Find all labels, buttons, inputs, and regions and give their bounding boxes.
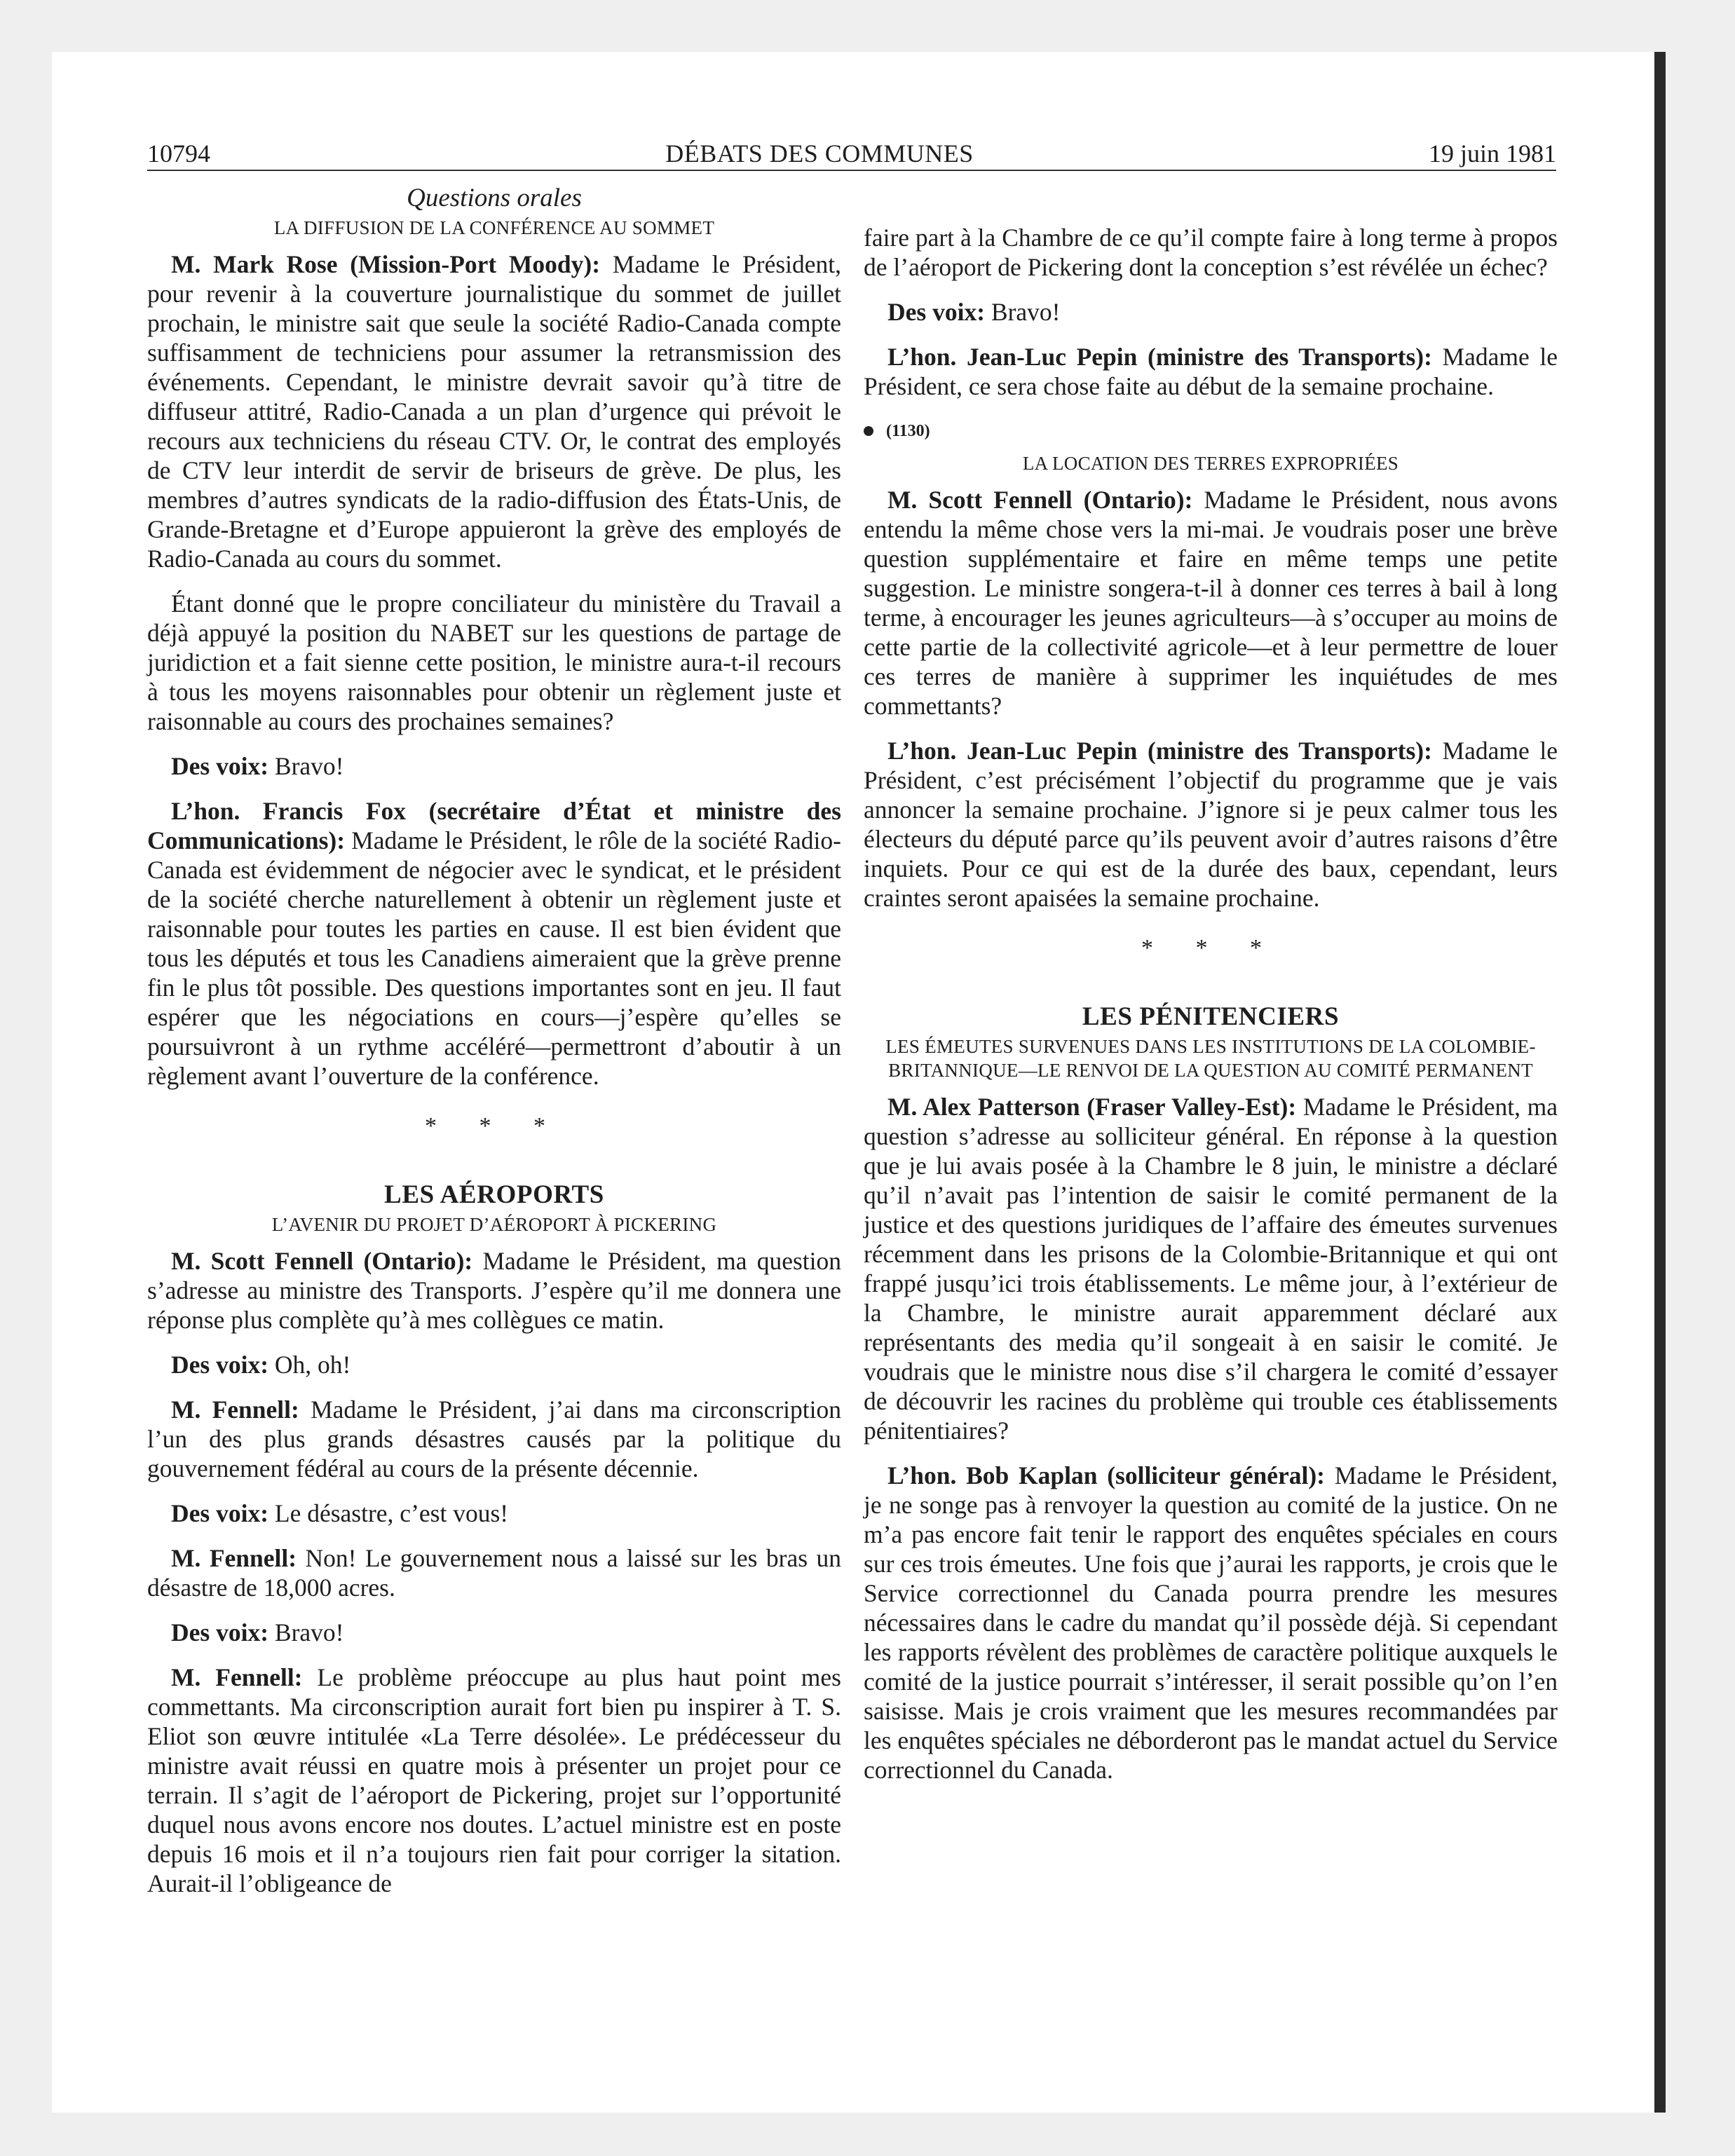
binding-edge (1654, 52, 1666, 2113)
speech: Oh, oh! (268, 1351, 351, 1379)
paragraph (147, 1395, 841, 1483)
speech: Madame le Président, le rôle de la société Radio-Canada est évidemment de négocier avec le syndicat, et le président de la société cherche naturellement à obtenir un règlement juste et raisonnable pour toutes les parties en cause. Il est bien évident que tous les députés et tous les Canadiens aimeraient que la grève prenne fin le plus tôt possible. Des questions importantes sont en jeu. Il faut espérer que les négociations en cours—j’espère qu’elles se poursuivront à un rythme accéléré—permettront d’aboutir à un règlement avant l’ouverture de la conférence. (147, 826, 841, 1090)
paragraph (864, 297, 1558, 327)
bullet-icon (864, 426, 873, 436)
speech: Madame le Président, je ne songe pas à renvoyer la question au comité de la justice. On ne m’a pas encore fait tenir le rapport des enquêtes spéciales en cours sur ces trois émeutes. Une fois que j’aurai les rapports, je crois que le Service correctionnel du Canada pourra prendre les mesures nécessaires dans le cadre du mandat qu’il possède déjà. Si cependant les rapports révèlent des problèmes de caractère politique auxquels le comité de la justice pourrait s’intéresser, il serait possible qu’on l’en saisisse. Mais je crois vraiment que les mesures recommandées par les enquêtes spéciales ne déborderont pas le mandat actuel du Service correctionnel du Canada. (864, 1461, 1558, 1784)
speech: Madame le Président, j’ai dans ma circonscription l’un des plus grands désastres causés par la politique du gouvernement fédéral au cours de la présente décennie. (147, 1396, 841, 1482)
time-marker (864, 416, 1558, 446)
speaker: M. Scott Fennell (Ontario): (171, 1247, 473, 1275)
speech: Madame le Président, ce sera chose faite au début de la semaine prochaine. (864, 343, 1558, 400)
subheading: LES ÉMEUTES SURVENUES DANS LES INSTITUTIONS DE LA COLOMBIE-BRITANNIQUE—LE RENVOI DE LA QUESTION AU COMITÉ PERMANENT (885, 1036, 1536, 1081)
speech: Bravo! (268, 752, 344, 780)
section-title: Questions orales (407, 184, 582, 212)
speaker: Des voix: (171, 1499, 269, 1527)
paragraph (864, 1461, 1558, 1785)
paragraph (147, 1499, 841, 1528)
time-label: (1130) (886, 422, 930, 440)
speaker: L’hon. Jean-Luc Pepin (ministre des Transports): (887, 343, 1432, 371)
section-heading: LES AÉROPORTS (384, 1180, 604, 1209)
paragraph (147, 1350, 841, 1379)
speaker: M. Alex Patterson (Fraser Valley-Est): (887, 1093, 1297, 1121)
speech: Madame le Président, c’est précisément l’objectif du programme que je vais annoncer la semaine prochaine. J’ignore si je peux calmer tous les électeurs du député parce qu’ils peuvent avoir d’autres raisons d’être inquiets. Pour ce qui est de la durée des baux, cependant, leurs craintes seront apaisées la semaine prochaine. (864, 737, 1558, 912)
speaker: Des voix: (887, 298, 986, 326)
paragraph (147, 796, 841, 1091)
paragraph (864, 1092, 1558, 1445)
paragraph: Étant donné que le propre conciliateur du ministère du Travail a déjà appuyé la position du NABET sur les questions de partage de juridiction et a fait sienne cette position, le ministre aura-t-il recours à tous les moyens raisonnables pour obtenir un règlement juste et raisonnable au cours des prochaines semaines? (147, 589, 841, 735)
subheading: LA LOCATION DES TERRES EXPROPRIÉES (1022, 453, 1399, 474)
speaker: Des voix: (171, 752, 269, 780)
speech: Le désastre, c’est vous! (268, 1499, 509, 1527)
paragraph (147, 751, 841, 781)
speaker: L’hon. Bob Kaplan (solliciteur général): (887, 1461, 1325, 1489)
subheading: L’AVENIR DU PROJET D’AÉROPORT À PICKERING (271, 1214, 717, 1235)
paragraph (147, 1618, 841, 1647)
paragraph (147, 1543, 841, 1602)
page-header (147, 133, 1556, 168)
section-separator: * * * (1141, 935, 1280, 961)
speech: Madame le Président, ma question s’adresse au ministre des Transports. J’espère qu’il me donnera une réponse plus complète qu’à mes collègues ce matin. (147, 1247, 842, 1334)
right-column (864, 223, 1558, 1800)
paragraph (864, 342, 1558, 401)
speech: Bravo! (268, 1618, 344, 1646)
speaker: Des voix: (171, 1351, 269, 1379)
paragraph (864, 736, 1558, 913)
speaker: L’hon. Jean-Luc Pepin (ministre des Transports): (887, 737, 1432, 765)
header-rule (147, 170, 1556, 171)
page-number: 10794 (147, 139, 210, 168)
speech: Non! Le gouvernement nous a laissé sur les bras un désastre de 18,000 acres. (147, 1544, 841, 1602)
speech: Bravo! (985, 298, 1061, 326)
speaker: M. Fennell: (171, 1544, 297, 1572)
paragraph (147, 1663, 841, 1898)
page-date: 19 juin 1981 (1428, 139, 1556, 168)
speech: Madame le Président, ma question s’adresse au solliciteur général. En réponse à la question que je lui avais posée à la Chambre le 8 juin, le ministre a déclaré qu’il n’avait pas l’intention de saisir le comité permanent de la justice et des questions juridiques de l’affaire des émeutes survenues récemment dans les prisons de la Colombie-Britannique et qui ont frappé jusqu’ici trois établissements. Le même jour, à l’extérieur de la Chambre, le ministre aurait apparemment déclaré aux représentants des media qu’il songeait à en saisir le comité. Je voudrais que le ministre nous dise s’il chargera le comité d’essayer de découvrir les racines du problème qui trouble ces établissements pénitentiaires? (864, 1093, 1558, 1445)
section-separator: * * * (425, 1113, 564, 1139)
speech: Madame le Président, pour revenir à la couverture journalistique du sommet de juillet prochain, le ministre sait que seule la société Radio-Canada compte suffisamment de techniciens pour assumer la retransmission des événements. Cependant, le ministre devrait savoir qu’à titre de diffuseur attitré, Radio-Canada a un plan d’urgence qui prévoit le recours aux techniciens du réseau CTV. Or, le contrat des employés de CTV leur interdit de servir de briseurs de grève. De plus, les membres d’autres syndicats de la radio-diffusion des États-Unis, de Grande-Bretagne et d’Europe appuieront la grève des employés de Radio-Canada au cours du sommet. (147, 250, 841, 573)
paragraph (864, 485, 1558, 721)
speech: Madame le Président, nous avons entendu la même chose vers la mi-mai. Je voudrais poser une brève question supplémentaire et faire en même temps une petite suggestion. Le ministre songera-t-il à donner ces terres à bail à long terme, à encourager les jeunes agriculteurs—à s’occuper au moins de cette partie de la collectivité agricole—et à leur permettre de louer ces terres de manière à supprimer les inquiétudes de mes commettants? (864, 486, 1558, 720)
paragraph: faire part à la Chambre de ce qu’il compte faire à long terme à propos de l’aéroport de Pickering dont la conception s’est révélée un échec? (864, 224, 1558, 281)
paragraph (147, 250, 841, 573)
speaker: M. Scott Fennell (Ontario): (887, 486, 1193, 514)
speaker: Des voix: (171, 1618, 269, 1646)
speaker: M. Fennell: (171, 1663, 303, 1691)
speech: Le problème préoccupe au plus haut point mes commettants. Ma circonscription aurait fort bien pu inspirer à T. S. Eliot son œuvre intitulée «La Terre désolée». Le prédécesseur du ministre avait réussi en quatre mois à présenter un projet pour ce terrain. Il s’agit de l’aéroport de Pickering, projet sur l’opportunité duquel nous avons encore nos doutes. L’actuel ministre est en poste depuis 16 mois et il n’a toujours rien fait pour corriger la sitation. Aurait-il l’obligeance de (147, 1663, 841, 1897)
speaker: M. Fennell: (171, 1396, 299, 1424)
publication-title: DÉBATS DES COMMUNES (665, 139, 974, 168)
speaker: L’hon. Francis Fox (secrétaire d’État et ministre des Communications): (147, 797, 841, 854)
left-column (147, 184, 841, 1913)
subheading: LA DIFFUSION DE LA CONFÉRENCE AU SOMMET (273, 217, 715, 238)
paragraph (147, 1246, 841, 1335)
speaker: M. Mark Rose (Mission-Port Moody): (171, 250, 601, 278)
section-heading: LES PÉNITENCIERS (1082, 1002, 1340, 1031)
